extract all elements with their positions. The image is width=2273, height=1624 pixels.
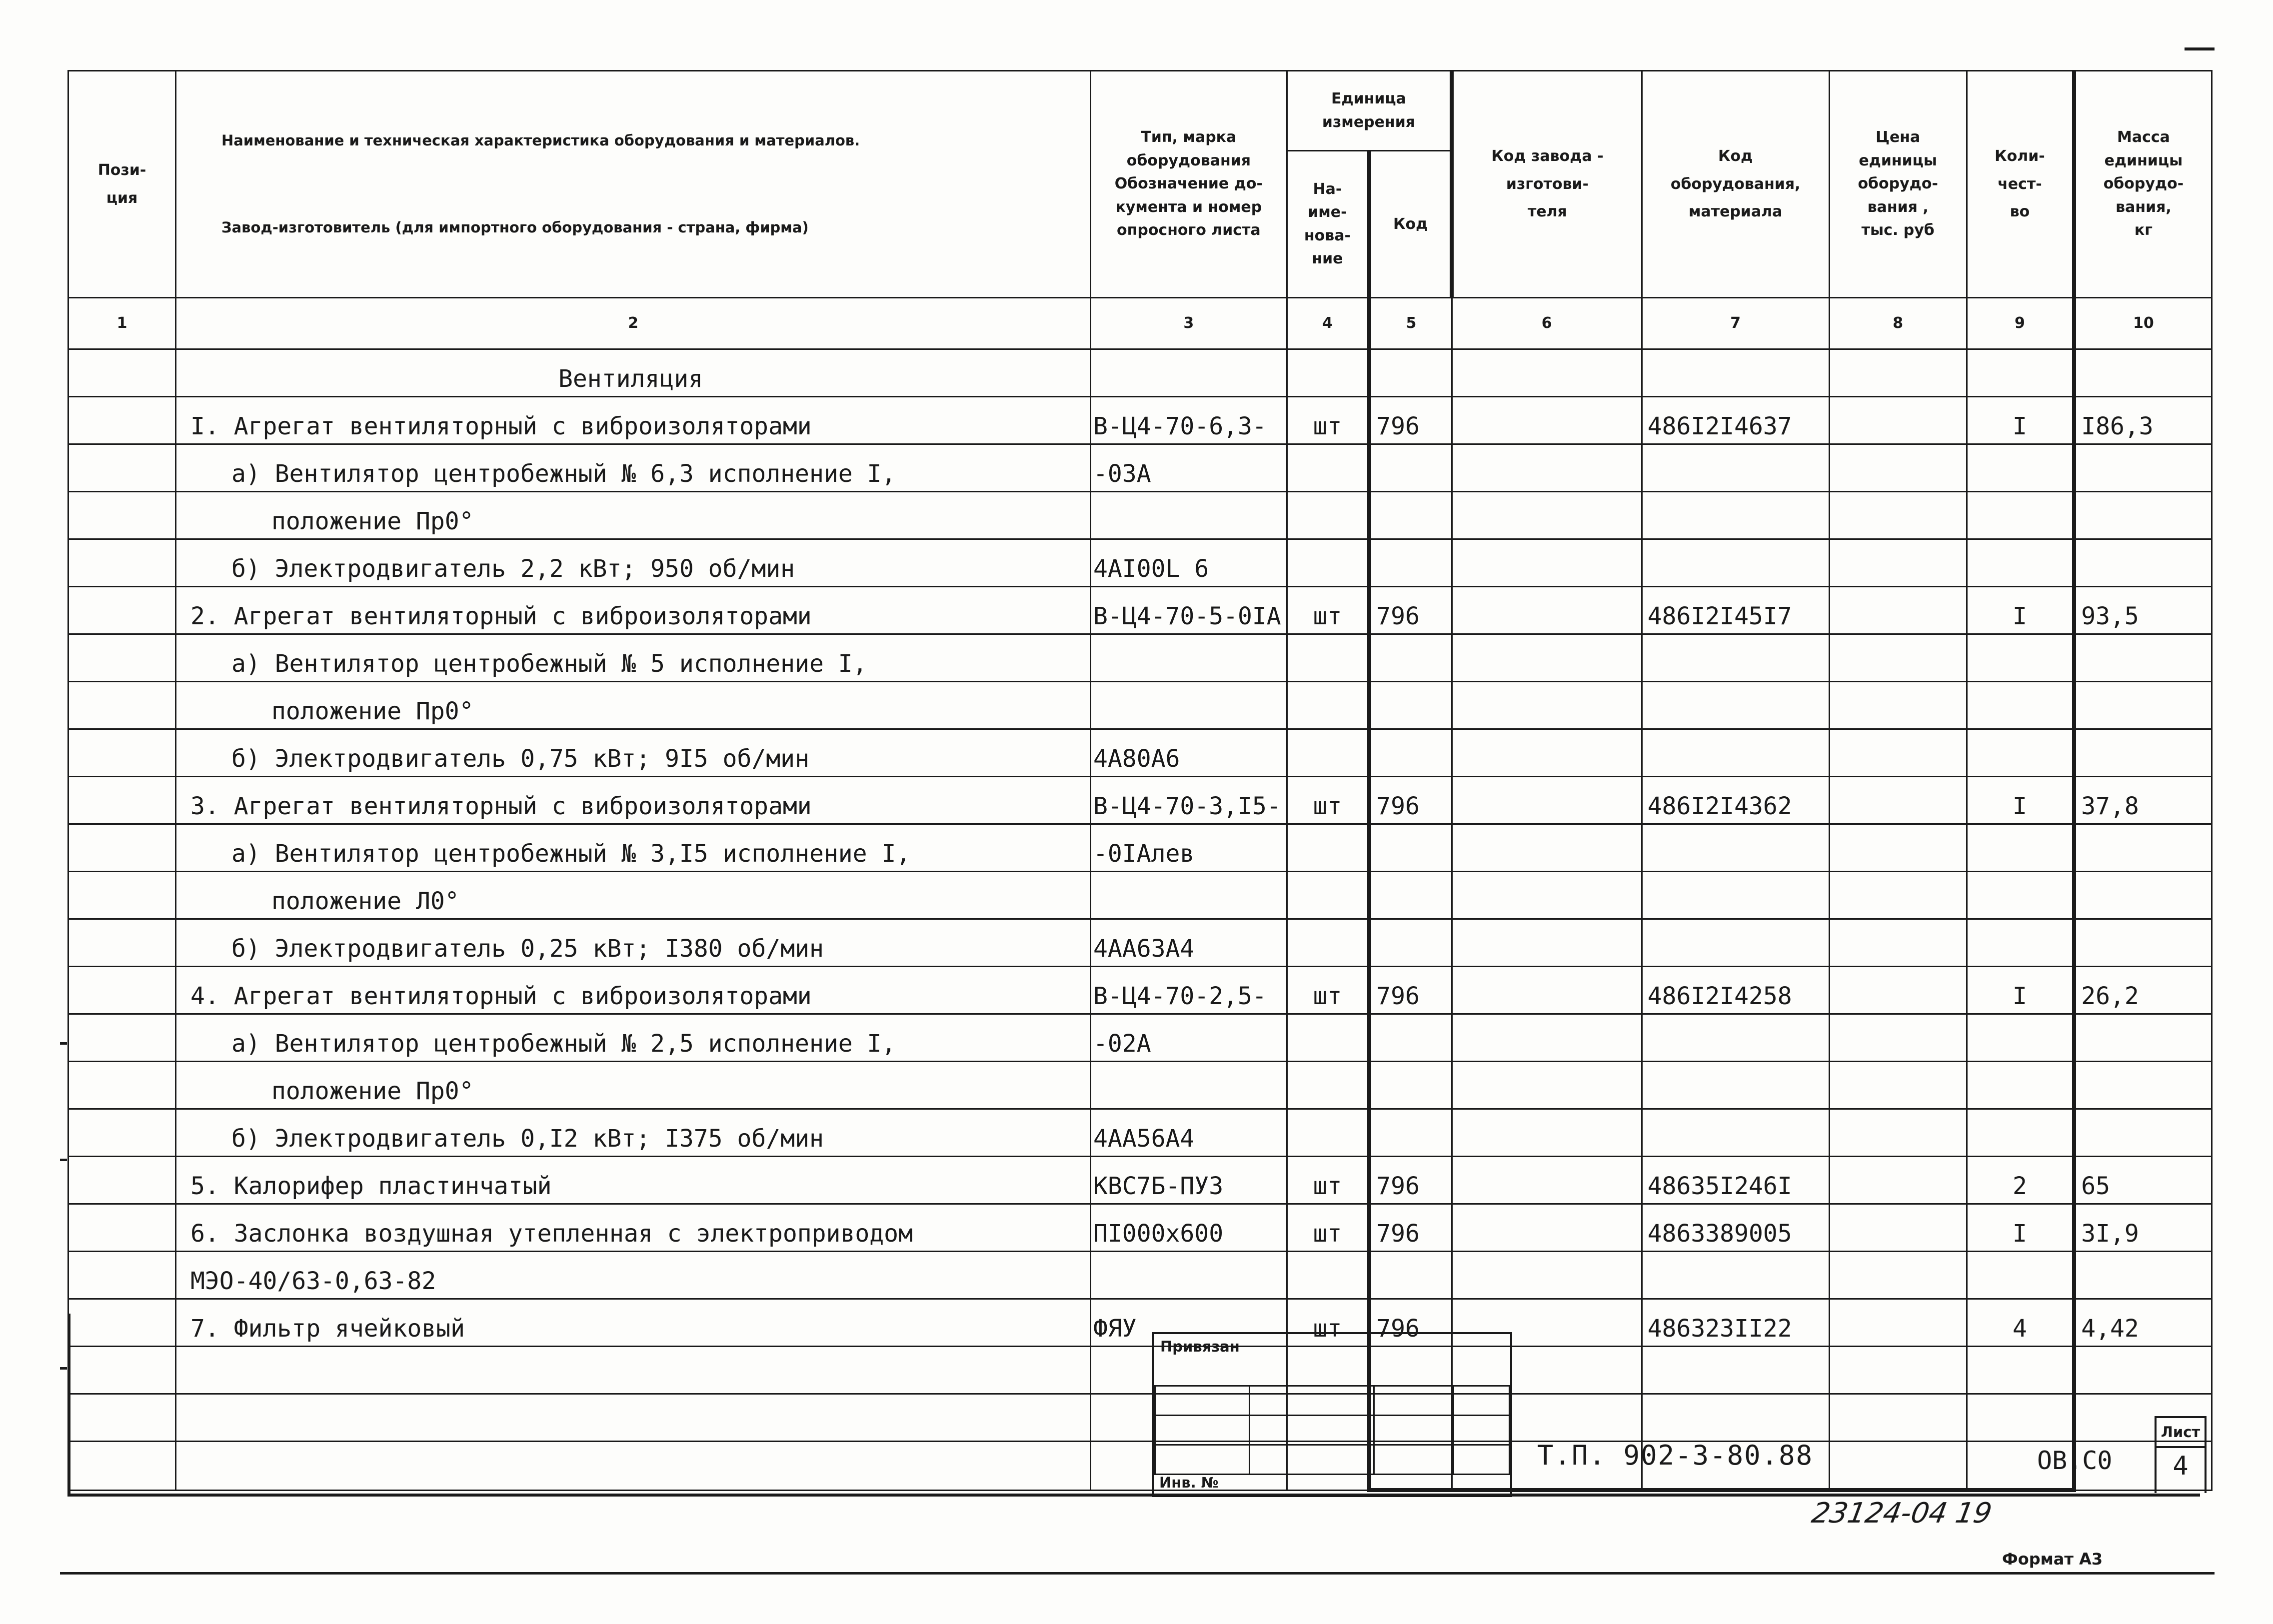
cell-quantity (1967, 872, 2074, 919)
table-row (68, 397, 2212, 444)
cell-quantity: I (1967, 967, 2074, 1014)
cell-unit (1287, 824, 1369, 872)
cell-type: -02А (1091, 1014, 1287, 1062)
cell-unit: шт (1287, 397, 1369, 444)
header-plant-code: Код завода - изготови- теля (1452, 71, 1642, 298)
cell-plant-code (1452, 777, 1642, 824)
sheet-code: ОВ.С0 (2037, 1446, 2113, 1475)
cell-type (1091, 634, 1287, 682)
cell-type: -0IАлев (1091, 824, 1287, 872)
cell-equipment-code (1642, 1014, 1829, 1062)
cell-price (1829, 1204, 1967, 1252)
cell-unit (1287, 729, 1369, 777)
cell-quantity: I (1967, 397, 2074, 444)
cell-name: МЭО-40/63-0,63-82 (176, 1252, 1091, 1299)
table-row (68, 824, 2212, 872)
cell-type: В-Ц4-70-3,I5- (1091, 777, 1287, 824)
binding-cell (1454, 1386, 1510, 1416)
cell-position (68, 777, 176, 824)
specification-table (67, 70, 2213, 1492)
cell-equipment-code (1642, 729, 1829, 777)
cell-quantity (1967, 824, 2074, 872)
table-row (68, 1204, 2212, 1252)
cell-unit (1287, 492, 1369, 539)
table-row (68, 682, 2212, 729)
cell-mass (2074, 539, 2212, 587)
cell-mass (2074, 349, 2212, 397)
column-number: 1 (68, 298, 176, 349)
cell-plant-code (1452, 1204, 1642, 1252)
cell-equipment-code: 4863389005 (1642, 1204, 1829, 1252)
binding-cell (1250, 1416, 1374, 1445)
cell-unit-code (1369, 634, 1452, 682)
cell-price (1829, 634, 1967, 682)
cell-unit-code: 796 (1369, 967, 1452, 1014)
cell-position (68, 1157, 176, 1204)
cell-type (1091, 1062, 1287, 1109)
binding-cell (1155, 1445, 1250, 1475)
inventory-label: Инв. № (1159, 1474, 1219, 1491)
binding-cell (1374, 1445, 1454, 1475)
cell-plant-code (1452, 824, 1642, 872)
column-number: 8 (1829, 298, 1967, 349)
sheet-box (2155, 1416, 2207, 1493)
table-row (68, 492, 2212, 539)
cell-plant-code (1452, 1109, 1642, 1157)
cell-unit-code: 796 (1369, 397, 1452, 444)
cell-position (68, 824, 176, 872)
cell-position (68, 1014, 176, 1062)
cell-equipment-code: 486323II22 (1642, 1299, 1829, 1347)
cell-type (1091, 1252, 1287, 1299)
cell-mass (2074, 1062, 2212, 1109)
cell-name: положение Л0° (176, 872, 1091, 919)
cell-quantity (1967, 1014, 2074, 1062)
header-unit-name: На- име- нова- ние (1287, 151, 1369, 298)
cell-unit (1287, 539, 1369, 587)
cell-name: а) Вентилятор центробежный № 2,5 исполнение I, (176, 1014, 1091, 1062)
header-price: Цена единицы оборудо- вания , тыс. руб (1829, 71, 1967, 298)
cell-equipment-code: 48635I246I (1642, 1157, 1829, 1204)
cell-equipment-code: 486I2I4637 (1642, 397, 1829, 444)
cell-price (1829, 919, 1967, 967)
cell-name: б) Электродвигатель 2,2 кВт; 950 об/мин (176, 539, 1091, 587)
cell-equipment-code (1642, 1109, 1829, 1157)
cell-unit (1287, 1014, 1369, 1062)
document-code: Т.П. 902-3-80.88 (1537, 1440, 1814, 1471)
cell-unit (1287, 919, 1369, 967)
table-row (68, 872, 2212, 919)
cell-mass: I86,3 (2074, 397, 2212, 444)
cell-position (68, 539, 176, 587)
binding-label: Привязан (1160, 1338, 1240, 1355)
cell-unit (1287, 444, 1369, 492)
cell-position (68, 1252, 176, 1299)
table-row (68, 634, 2212, 682)
header-name-line-1: Наименование и техническая характеристика оборудования и материалов. (221, 132, 860, 149)
cell-price (1829, 777, 1967, 824)
column-number: 6 (1452, 298, 1642, 349)
cell-price (1829, 397, 1967, 444)
cell-equipment-code: 486I2I4362 (1642, 777, 1829, 824)
cell-mass (2074, 1109, 2212, 1157)
cell-quantity (1967, 1109, 2074, 1157)
cell-name: 6. Заслонка воздушная утепленная с электроприводом (176, 1204, 1091, 1252)
cell-type: 4АА56А4 (1091, 1109, 1287, 1157)
cell-name: Вентиляция (176, 349, 1091, 397)
binding-cell (1155, 1386, 1250, 1416)
cell-name: а) Вентилятор центробежный № 3,I5 исполнение I, (176, 824, 1091, 872)
cell-mass (2074, 1014, 2212, 1062)
cell-unit-code (1369, 1014, 1452, 1062)
cell-position (68, 682, 176, 729)
cell-position (68, 919, 176, 967)
cell-price (1829, 1014, 1967, 1062)
cell-mass (2074, 444, 2212, 492)
cell-name: а) Вентилятор центробежный № 5 исполнение I, (176, 634, 1091, 682)
column-number: 4 (1287, 298, 1369, 349)
archive-number: 23124-04 19 (1809, 1497, 1995, 1530)
cell-plant-code (1452, 444, 1642, 492)
cell-unit (1287, 634, 1369, 682)
column-number: 2 (176, 298, 1091, 349)
title-block-frame (67, 1314, 2200, 1497)
table-row (68, 1014, 2212, 1062)
cell-equipment-code (1642, 872, 1829, 919)
binding-cell (1374, 1416, 1454, 1445)
cell-quantity (1967, 634, 2074, 682)
cell-quantity (1967, 492, 2074, 539)
cell-mass (2074, 492, 2212, 539)
cell-unit (1287, 682, 1369, 729)
cell-plant-code (1452, 492, 1642, 539)
cell-unit: шт (1287, 1157, 1369, 1204)
header-position: Пози- ция (68, 71, 176, 298)
cell-price (1829, 824, 1967, 872)
cell-price (1829, 1157, 1967, 1204)
cell-equipment-code (1642, 492, 1829, 539)
cell-unit: шт (1287, 1299, 1369, 1347)
cell-name: положение Пр0° (176, 492, 1091, 539)
cell-price (1829, 444, 1967, 492)
cell-equipment-code (1642, 919, 1829, 967)
cell-plant-code (1452, 729, 1642, 777)
cell-name: 3. Агрегат вентиляторный с виброизоляторами (176, 777, 1091, 824)
cell-unit-code (1369, 349, 1452, 397)
binding-cell (1454, 1416, 1510, 1445)
cell-name: б) Электродвигатель 0,I2 кВт; I375 об/мин (176, 1109, 1091, 1157)
header-mass: Масса единицы оборудо- вания, кг (2074, 71, 2212, 298)
table-row (68, 539, 2212, 587)
cell-name: 2. Агрегат вентиляторный с виброизоляторами (176, 587, 1091, 634)
table-row (68, 1109, 2212, 1157)
cell-price (1829, 492, 1967, 539)
cell-position (68, 397, 176, 444)
cell-price (1829, 872, 1967, 919)
cell-mass (2074, 682, 2212, 729)
cell-unit: шт (1287, 1204, 1369, 1252)
cell-quantity (1967, 349, 2074, 397)
cell-type: В-Ц4-70-5-0IА (1091, 587, 1287, 634)
cell-unit-code (1369, 824, 1452, 872)
cell-quantity: I (1967, 777, 2074, 824)
column-number: 9 (1967, 298, 2074, 349)
column-number: 7 (1642, 298, 1829, 349)
margin-tick (60, 1042, 67, 1045)
cell-plant-code (1452, 682, 1642, 729)
cell-type: КВС7Б-ПУЗ (1091, 1157, 1287, 1204)
cell-name: положение Пр0° (176, 1062, 1091, 1109)
cell-unit (1287, 349, 1369, 397)
table-row (68, 444, 2212, 492)
binding-stamp (1152, 1332, 1512, 1497)
cell-unit-code (1369, 1062, 1452, 1109)
binding-cell (1250, 1445, 1374, 1475)
cell-price (1829, 587, 1967, 634)
header-name-line-2: Завод-изготовитель (для импортного оборудования - страна, фирма) (221, 219, 809, 236)
cell-type (1091, 872, 1287, 919)
cell-unit-code (1369, 1252, 1452, 1299)
cell-position (68, 1062, 176, 1109)
table-row (68, 587, 2212, 634)
cell-price (1829, 1109, 1967, 1157)
cell-plant-code (1452, 349, 1642, 397)
cell-type: 4АА63А4 (1091, 919, 1287, 967)
cell-unit-code: 796 (1369, 777, 1452, 824)
cell-plant-code (1452, 587, 1642, 634)
cell-quantity (1967, 1062, 2074, 1109)
cell-quantity: 2 (1967, 1157, 2074, 1204)
cell-price (1829, 1252, 1967, 1299)
cell-plant-code (1452, 1252, 1642, 1299)
cell-plant-code (1452, 634, 1642, 682)
cell-unit-code (1369, 729, 1452, 777)
cell-position (68, 492, 176, 539)
cell-plant-code (1452, 967, 1642, 1014)
cell-unit-code (1369, 919, 1452, 967)
header-equipment-code: Код оборудования, материала (1642, 71, 1829, 298)
cell-equipment-code (1642, 1252, 1829, 1299)
cell-quantity: I (1967, 1204, 2074, 1252)
cell-quantity (1967, 1252, 2074, 1299)
format-label: Формат А3 (2002, 1550, 2103, 1569)
cell-unit-code (1369, 444, 1452, 492)
cell-unit: шт (1287, 587, 1369, 634)
column-number: 5 (1369, 298, 1452, 349)
table-row (68, 1062, 2212, 1109)
table-row (68, 1252, 2212, 1299)
cell-quantity: 4 (1967, 1299, 2074, 1347)
cell-quantity (1967, 444, 2074, 492)
cell-unit-code: 796 (1369, 587, 1452, 634)
cell-quantity (1967, 919, 2074, 967)
cell-mass: 3I,9 (2074, 1204, 2212, 1252)
cell-price (1829, 349, 1967, 397)
cell-unit-code (1369, 682, 1452, 729)
table-row (68, 777, 2212, 824)
cell-mass (2074, 1252, 2212, 1299)
table-row (68, 729, 2212, 777)
table-row (68, 1157, 2212, 1204)
cell-quantity: I (1967, 587, 2074, 634)
cell-plant-code (1452, 1062, 1642, 1109)
cell-position (68, 967, 176, 1014)
cell-price (1829, 1062, 1967, 1109)
cell-mass (2074, 872, 2212, 919)
header-type: Тип, марка оборудования Обозначение до- кумента и номер опросного листа (1091, 71, 1287, 298)
cell-unit: шт (1287, 777, 1369, 824)
cell-mass: 93,5 (2074, 587, 2212, 634)
cell-price (1829, 967, 1967, 1014)
sheet-number: 4 (2173, 1451, 2189, 1481)
cell-name: 7. Фильтр ячейковый (176, 1299, 1091, 1347)
header-unit-code: Код (1369, 151, 1452, 298)
cell-quantity (1967, 682, 2074, 729)
cell-plant-code (1452, 397, 1642, 444)
cell-position (68, 634, 176, 682)
cell-unit-code (1369, 492, 1452, 539)
cell-unit-code: 796 (1369, 1204, 1452, 1252)
cell-type: 4АI00L 6 (1091, 539, 1287, 587)
cell-name: б) Электродвигатель 0,25 кВт; I380 об/мин (176, 919, 1091, 967)
cell-mass: 26,2 (2074, 967, 2212, 1014)
cell-equipment-code (1642, 349, 1829, 397)
cell-mass: 65 (2074, 1157, 2212, 1204)
cell-unit: шт (1287, 967, 1369, 1014)
cell-type: В-Ц4-70-2,5- (1091, 967, 1287, 1014)
cell-name: 4. Агрегат вентиляторный с виброизоляторами (176, 967, 1091, 1014)
cell-position (68, 444, 176, 492)
binding-cell (1250, 1386, 1374, 1416)
cell-type: 4А80А6 (1091, 729, 1287, 777)
cell-name: I. Агрегат вентиляторный с виброизоляторами (176, 397, 1091, 444)
cell-equipment-code: 486I2I45I7 (1642, 587, 1829, 634)
cell-unit (1287, 1109, 1369, 1157)
cell-name: 5. Калорифер пластинчатый (176, 1157, 1091, 1204)
cell-price (1829, 539, 1967, 587)
binding-cell (1155, 1416, 1250, 1445)
cell-position (68, 349, 176, 397)
cell-mass (2074, 824, 2212, 872)
column-number: 10 (2074, 298, 2212, 349)
cell-plant-code (1452, 872, 1642, 919)
table-row (68, 919, 2212, 967)
cell-plant-code (1452, 1014, 1642, 1062)
cell-name: а) Вентилятор центробежный № 6,3 исполнение I, (176, 444, 1091, 492)
cell-position (68, 872, 176, 919)
cell-mass: 4,42 (2074, 1299, 2212, 1347)
cell-unit (1287, 872, 1369, 919)
cell-quantity (1967, 729, 2074, 777)
margin-tick (60, 1367, 67, 1370)
cell-mass (2074, 634, 2212, 682)
cell-equipment-code (1642, 634, 1829, 682)
cell-position (68, 1109, 176, 1157)
table-row (68, 349, 2212, 397)
cell-type: В-Ц4-70-6,3- (1091, 397, 1287, 444)
table-row (68, 967, 2212, 1014)
header-quantity: Коли- чест- во (1967, 71, 2074, 298)
cell-position (68, 587, 176, 634)
header-name (176, 71, 1091, 298)
cell-mass: 37,8 (2074, 777, 2212, 824)
cell-price (1829, 729, 1967, 777)
cell-type (1091, 349, 1287, 397)
cell-equipment-code (1642, 539, 1829, 587)
binding-cell (1374, 1386, 1454, 1416)
cell-unit-code (1369, 539, 1452, 587)
column-number: 3 (1091, 298, 1287, 349)
cell-type (1091, 682, 1287, 729)
cell-name: б) Электродвигатель 0,75 кВт; 9I5 об/мин (176, 729, 1091, 777)
cell-type: ПI000х600 (1091, 1204, 1287, 1252)
cell-unit (1287, 1062, 1369, 1109)
cell-name: положение Пр0° (176, 682, 1091, 729)
cell-type: ФЯУ (1091, 1299, 1287, 1347)
column-number-row (68, 298, 2212, 349)
cell-mass (2074, 919, 2212, 967)
cell-position (68, 1204, 176, 1252)
cell-unit (1287, 1252, 1369, 1299)
cell-position (68, 729, 176, 777)
binding-grid (1154, 1385, 1510, 1475)
cell-equipment-code: 486I2I4258 (1642, 967, 1829, 1014)
cell-equipment-code (1642, 682, 1829, 729)
cell-type: -03А (1091, 444, 1287, 492)
cell-equipment-code (1642, 824, 1829, 872)
cell-plant-code (1452, 1157, 1642, 1204)
cell-quantity (1967, 539, 2074, 587)
binding-cell (1454, 1445, 1510, 1475)
header-unit-group: Единица измерения (1287, 71, 1452, 151)
cell-price (1829, 682, 1967, 729)
cell-type (1091, 492, 1287, 539)
margin-tick (60, 1159, 67, 1161)
cell-equipment-code (1642, 444, 1829, 492)
bottom-rule (60, 1572, 2215, 1575)
cell-unit-code (1369, 1109, 1452, 1157)
cell-mass (2074, 729, 2212, 777)
sheet-label: Лист (2157, 1418, 2205, 1448)
cell-unit-code: 796 (1369, 1157, 1452, 1204)
cell-unit-code (1369, 872, 1452, 919)
cell-unit-code: 796 (1369, 1299, 1452, 1347)
cell-plant-code (1452, 539, 1642, 587)
page-corner-mark (2185, 47, 2215, 50)
cell-equipment-code (1642, 1062, 1829, 1109)
cell-plant-code (1452, 919, 1642, 967)
